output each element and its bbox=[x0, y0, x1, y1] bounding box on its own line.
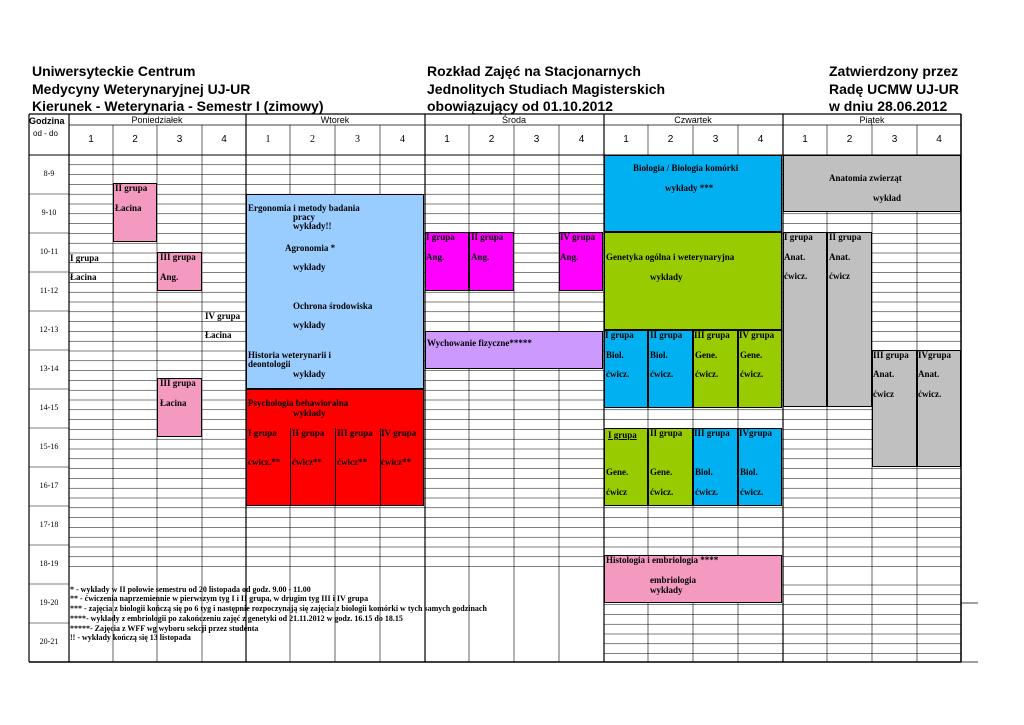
column-number: 2 bbox=[667, 134, 674, 145]
thu-gene-g2-s2: ćwicz. bbox=[650, 487, 674, 497]
mon-ang-group3-label: III grupa bbox=[160, 252, 196, 262]
fri-anat-g3-s1: Anat. bbox=[873, 369, 895, 379]
column-number: 2 bbox=[132, 134, 138, 145]
footnote-4: ****- wykłady z embriologii po zakończeniu zajęć z genetyki od 21.11.2012 w godz. 16.15 do 18.15 bbox=[70, 614, 403, 623]
column-number: 4 bbox=[221, 134, 227, 145]
fri-anat-g3-label: III grupa bbox=[873, 350, 909, 360]
mon-lacina-group4-label: IV grupa bbox=[205, 311, 241, 321]
ochrona-type: wykłady bbox=[293, 320, 326, 330]
mon-lacina-group3-label: III grupa bbox=[160, 378, 196, 388]
column-number: 1 bbox=[88, 134, 94, 145]
hour-label: 11-12 bbox=[39, 286, 59, 295]
tue-divider-1 bbox=[290, 428, 291, 506]
header-left-line3: Kierunek - Weterynaria - Semestr I (zimowy) bbox=[32, 98, 324, 114]
hour-label: 20-21 bbox=[39, 637, 59, 646]
column-number: 3 bbox=[712, 134, 719, 145]
header-right-line3: w dniu 28.06.2012 bbox=[829, 98, 948, 114]
column-number: 4 bbox=[400, 134, 405, 145]
thu-gene-g4-label: IV grupa bbox=[739, 330, 775, 340]
thu-biol-g3-s1: Biol. bbox=[695, 467, 713, 477]
tue-cwicz-g1-label: I grupa bbox=[248, 428, 277, 438]
wed-ang-g1-label: I grupa bbox=[426, 232, 455, 242]
fri-anat-g3 bbox=[872, 350, 917, 467]
biologia-title: Biologia / Biologia komórki bbox=[633, 163, 739, 173]
thu-genetyka-block bbox=[604, 232, 782, 330]
header-right-line1: Zatwierdzony przez bbox=[829, 63, 959, 79]
thu-biol-g2-s2: ćwicz. bbox=[650, 369, 674, 379]
wed-wychowanie-block bbox=[425, 331, 603, 369]
column-number: 3 bbox=[533, 134, 540, 145]
histologia-sub: embriologia bbox=[650, 575, 696, 585]
column-number: 3 bbox=[176, 134, 183, 145]
header-center-line3: obowiązujący od 01.10.2012 bbox=[427, 98, 613, 114]
column-number: 4 bbox=[757, 134, 764, 145]
day-tuesday: Wtorek bbox=[320, 115, 350, 125]
footnote-1: * - wykłady w II połowie semestru od 20 listopada od godz. 9.00 - 11.00 bbox=[70, 585, 311, 594]
column-number: 2 bbox=[488, 134, 495, 145]
anatomia-title: Anatomia zwierząt bbox=[829, 173, 902, 183]
ergonomia-title: Ergonomia i metody badania bbox=[248, 203, 360, 213]
fri-anat-g4-label: IVgrupa bbox=[918, 350, 952, 360]
column-number: 1 bbox=[444, 134, 450, 145]
wed-ang-g4-sub: Ang. bbox=[560, 252, 579, 262]
tue-divider-3 bbox=[380, 428, 381, 506]
footnote-2: ** - ćwiczenia naprzemiennie w pierwszym tyg I i II grupa, w drugim tyg III i IV grupa bbox=[70, 594, 369, 603]
column-number: 4 bbox=[578, 134, 585, 145]
wed-ang-g2-sub: Ang. bbox=[471, 252, 490, 262]
mon-ang-group3-subject: Ang. bbox=[160, 272, 179, 282]
hour-label: 9-10 bbox=[41, 208, 57, 217]
fri-anat-g1-label: I grupa bbox=[784, 232, 813, 242]
genetyka-title: Genetyka ogólna i weterynaryjna bbox=[606, 252, 735, 262]
header-left-line1: Uniwersyteckie Centrum bbox=[32, 63, 196, 79]
time-subheader: od - do bbox=[33, 129, 58, 138]
time-header: Godzina bbox=[29, 116, 65, 126]
fri-anat-g2-s1: Anat. bbox=[829, 252, 851, 262]
tue-divider-2 bbox=[335, 428, 336, 506]
fri-anat-g1-s2: ćwicz. bbox=[784, 271, 808, 281]
mon-lacina-group3-subject: Łacina bbox=[160, 398, 187, 408]
tue-cwicz-g1-sub: ćwicz.** bbox=[248, 457, 281, 467]
thu-gene-g1-s1: Gene. bbox=[606, 467, 629, 477]
thu-gene-g4-s1: Gene. bbox=[740, 350, 763, 360]
historia-title: Historia weterynarii i bbox=[248, 350, 331, 360]
header-center-line2: Jednolitych Studiach Magisterskich bbox=[427, 81, 666, 97]
thu-gene-g2-s1: Gene. bbox=[650, 467, 673, 477]
hour-label: 13-14 bbox=[39, 364, 59, 373]
column-number: 1 bbox=[802, 134, 808, 145]
hour-label: 12-13 bbox=[39, 325, 59, 334]
footnote-3: *** - zajęcia z biologii kończą się po 6 tyg i następnie rozpoczynają się zajęcia z biologii komórki w tych samych godzinach bbox=[70, 604, 487, 613]
day-thursday: Czwartek bbox=[674, 115, 712, 125]
mon-lacina-group1-label: I grupa bbox=[70, 253, 99, 263]
mon-lacina-group1-subject: Łacina bbox=[70, 272, 97, 282]
ergonomia-type: wykłady!! bbox=[293, 221, 332, 231]
wed-ang-g1-sub: Ang. bbox=[426, 252, 445, 262]
column-number: 3 bbox=[891, 134, 898, 145]
histologia-type: wykłady bbox=[650, 585, 683, 595]
thu-gene-g1-s2: ćwicz bbox=[606, 487, 627, 497]
day-wednesday: Środa bbox=[501, 115, 527, 125]
historia-type: wykłady bbox=[293, 369, 326, 379]
header-right-line2: Radę UCMW UJ-UR bbox=[829, 81, 959, 97]
column-number: 2 bbox=[846, 134, 853, 145]
header-left-line2: Medycyny Weterynaryjnej UJ-UR bbox=[32, 81, 251, 97]
thu-gene-g2-label: II grupa bbox=[650, 428, 683, 438]
thu-biol-g4-s1: Biol. bbox=[740, 467, 758, 477]
thu-biol-g4-s2: ćwicz. bbox=[740, 487, 764, 497]
fri-anatomia-lecture bbox=[783, 155, 961, 212]
hour-label: 17-18 bbox=[39, 520, 59, 529]
thu-biol-g1-s1: Biol. bbox=[606, 350, 624, 360]
fri-anat-g2-s2: ćwicz bbox=[829, 271, 850, 281]
mon-lacina-group2-label: II grupa bbox=[115, 183, 148, 193]
thu-biol-g2-label: II grupa bbox=[650, 330, 683, 340]
ergonomia-title2: pracy bbox=[293, 212, 315, 222]
hour-label: 16-17 bbox=[39, 481, 59, 490]
wed-ang-g2-label: II grupa bbox=[471, 232, 504, 242]
thu-gene-g4-s2: ćwicz. bbox=[740, 369, 764, 379]
hour-label: 18-19 bbox=[39, 559, 59, 568]
column-number: 3 bbox=[355, 134, 360, 145]
footnote-6: !! - wykłady kończą się 13 listopada bbox=[70, 633, 191, 642]
fri-anat-g2-label: II grupa bbox=[829, 232, 862, 242]
hour-label: 8-9 bbox=[43, 169, 55, 178]
agronomia-title: Agronomia * bbox=[285, 243, 336, 253]
wychowanie-title: Wychowanie fizyczne***** bbox=[427, 338, 532, 348]
historia-title2: deontologii bbox=[248, 359, 291, 369]
thu-biol-g4-label: IVgrupa bbox=[739, 428, 773, 438]
tue-cwicz-g2-label: II grupa bbox=[292, 428, 325, 438]
column-number: 1 bbox=[265, 134, 271, 145]
genetyka-type: wykłady bbox=[650, 272, 683, 282]
column-number: 1 bbox=[623, 134, 629, 145]
biologia-type: wykłady *** bbox=[665, 183, 714, 193]
hour-label: 10-11 bbox=[39, 247, 59, 256]
tue-cwicz-g2-sub: ćwicz** bbox=[292, 457, 322, 467]
mon-lacina-group2-subject: Łacina bbox=[115, 203, 142, 213]
tue-cwicz-g3-label: III grupa bbox=[337, 428, 373, 438]
hour-label: 14-15 bbox=[39, 403, 59, 412]
wed-ang-g4-label: IV grupa bbox=[560, 232, 596, 242]
column-number: 2 bbox=[310, 134, 315, 145]
day-monday: Poniedziałek bbox=[131, 115, 183, 125]
fri-anat-g4 bbox=[917, 350, 961, 467]
column-number: 4 bbox=[936, 134, 942, 145]
thu-gene-g3-s1: Gene. bbox=[695, 350, 718, 360]
histologia-title: Histologia i embriologia **** bbox=[606, 555, 719, 565]
tue-cwicz-g3-sub: ćwicz** bbox=[337, 457, 367, 467]
tue-cwicz-g4-sub: ćwicz** bbox=[381, 457, 411, 467]
agronomia-type: wykłady bbox=[293, 262, 326, 272]
thu-biol-g2-s1: Biol. bbox=[650, 350, 668, 360]
thu-biol-g3-s2: ćwicz. bbox=[695, 487, 719, 497]
thu-biol-g3-label: III grupa bbox=[694, 428, 730, 438]
hour-label: 15-16 bbox=[39, 442, 59, 451]
thu-gene-g3-s2: ćwicz. bbox=[695, 369, 719, 379]
tue-cwicz-g4-label: IV grupa bbox=[381, 428, 417, 438]
thu-gene-g1-label: I grupa bbox=[608, 430, 637, 440]
thu-gene-g3-label: III grupa bbox=[694, 330, 730, 340]
fri-anat-g4-s2: ćwicz. bbox=[918, 389, 942, 399]
ochrona-title: Ochrona środowiska bbox=[293, 301, 373, 311]
fri-anat-g3-s2: ćwicz bbox=[873, 389, 894, 399]
fri-anat-g1-s1: Anat. bbox=[784, 252, 806, 262]
thu-biol-g1-s2: ćwicz. bbox=[606, 369, 630, 379]
psychologia-title: Psychologia behawioralna bbox=[248, 398, 349, 408]
psychologia-type: wykłady bbox=[293, 408, 326, 418]
thu-biol-g1-label: I grupa bbox=[605, 330, 634, 340]
mon-lacina-group4-subject: Łacina bbox=[205, 330, 232, 340]
day-friday: Piątek bbox=[859, 115, 885, 125]
anatomia-type: wykład bbox=[873, 193, 902, 203]
hour-label: 19-20 bbox=[39, 598, 59, 607]
header-center-line1: Rozkład Zajęć na Stacjonarnych bbox=[427, 63, 641, 79]
footnote-5: *****- Zajęcia z WFF wg wyboru sekcji przez studenta bbox=[70, 624, 259, 633]
fri-anat-g4-s1: Anat. bbox=[918, 369, 940, 379]
